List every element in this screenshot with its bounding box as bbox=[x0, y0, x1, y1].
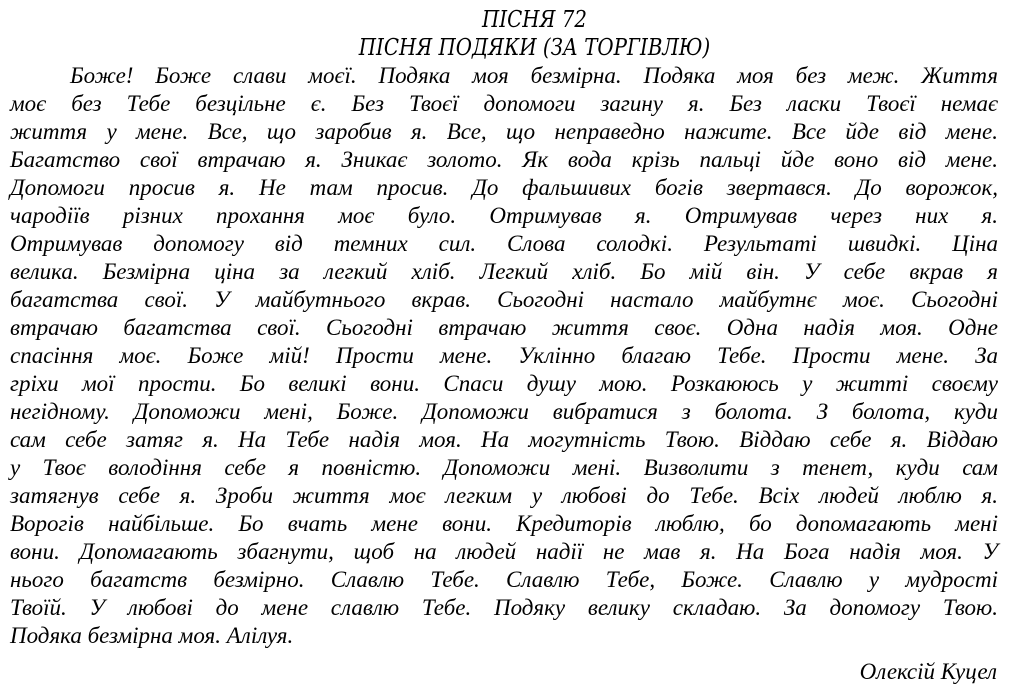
poem-line: Боже! Боже слави моєї. Подяка моя безмірна. Подяка моя без меж. Життя bbox=[70, 63, 998, 88]
poem-line: чародіїв різних прохання моє було. Отримував я. Отримував через них я. bbox=[10, 203, 998, 228]
poem-line: Твоїй. У любові до мене славлю Тебе. Подяку велику складаю. За допомогу Твою. bbox=[10, 595, 998, 620]
poem-line: спасіння моє. Боже мій! Прости мене. Уклінно благаю Тебе. Прости мене. За bbox=[10, 343, 998, 368]
poem-line: Допомоги просив я. Не там просив. До фальшивих богів звертався. До ворожок, bbox=[10, 175, 998, 200]
poem-line: багатства свої. У майбутнього вкрав. Сьогодні настало майбутнє моє. Сьогодні bbox=[10, 287, 998, 312]
poem-line: гріхи мої прости. Бо великі вони. Спаси душу мою. Розкаююсь у житті своєму bbox=[10, 371, 998, 396]
poem-line: вони. Допомагають збагнути, щоб на людей надії не мав я. На Бога надія моя. У bbox=[10, 539, 998, 564]
poem-line: у Твоє володіння себе я повністю. Допоможи мені. Визволити з тенет, куди сам bbox=[10, 455, 998, 480]
poem-line: затягнув себе я. Зроби життя моє легким у любові до Тебе. Всіх людей люблю я. bbox=[10, 483, 998, 508]
poem-line: Подяка безмірна моя. Алілуя. bbox=[10, 623, 294, 648]
poem-line: нього багатств безмірно. Славлю Тебе. Славлю Тебе, Боже. Славлю у мудрості bbox=[10, 567, 998, 592]
poem-line: негідному. Допоможи мені, Боже. Допоможи вибратися з болота. З болота, куди bbox=[10, 399, 998, 424]
poem-line: життя у мене. Все, що заробив я. Все, що неправедно нажите. Все йде від мене. bbox=[10, 119, 998, 144]
author-signature: Олексій Куцел bbox=[859, 659, 997, 684]
song-title: ПІСНЯ ПОДЯКИ (ЗА ТОРГІВЛЮ) bbox=[358, 35, 711, 61]
poem-line: велика. Безмірна ціна за легкий хліб. Легкий хліб. Бо мій він. У себе вкрав я bbox=[10, 259, 998, 284]
poem-line: втрачаю багатства свої. Сьогодні втрачаю життя своє. Одна надія моя. Одне bbox=[10, 315, 998, 340]
poem-line: сам себе затяг я. На Тебе надія моя. На могутність Твою. Віддаю себе я. Віддаю bbox=[10, 427, 998, 452]
poem-line: Отримував допомогу від темних сил. Слова солодкі. Результаті швидкі. Ціна bbox=[10, 231, 998, 256]
song-number-title: ПІСНЯ 72 bbox=[482, 7, 587, 33]
poem-line: Багатство свої втрачаю я. Зникає золото. Як вода крізь пальці йде воно від мене. bbox=[10, 147, 998, 172]
poem-line: Ворогів найбільше. Бо вчать мене вони. Кредиторів люблю, бо допомагають мені bbox=[10, 511, 998, 536]
poem-line: моє без Тебе безцільне є. Без Твоєї допомоги загину я. Без ласки Твоєї немає bbox=[10, 91, 998, 116]
